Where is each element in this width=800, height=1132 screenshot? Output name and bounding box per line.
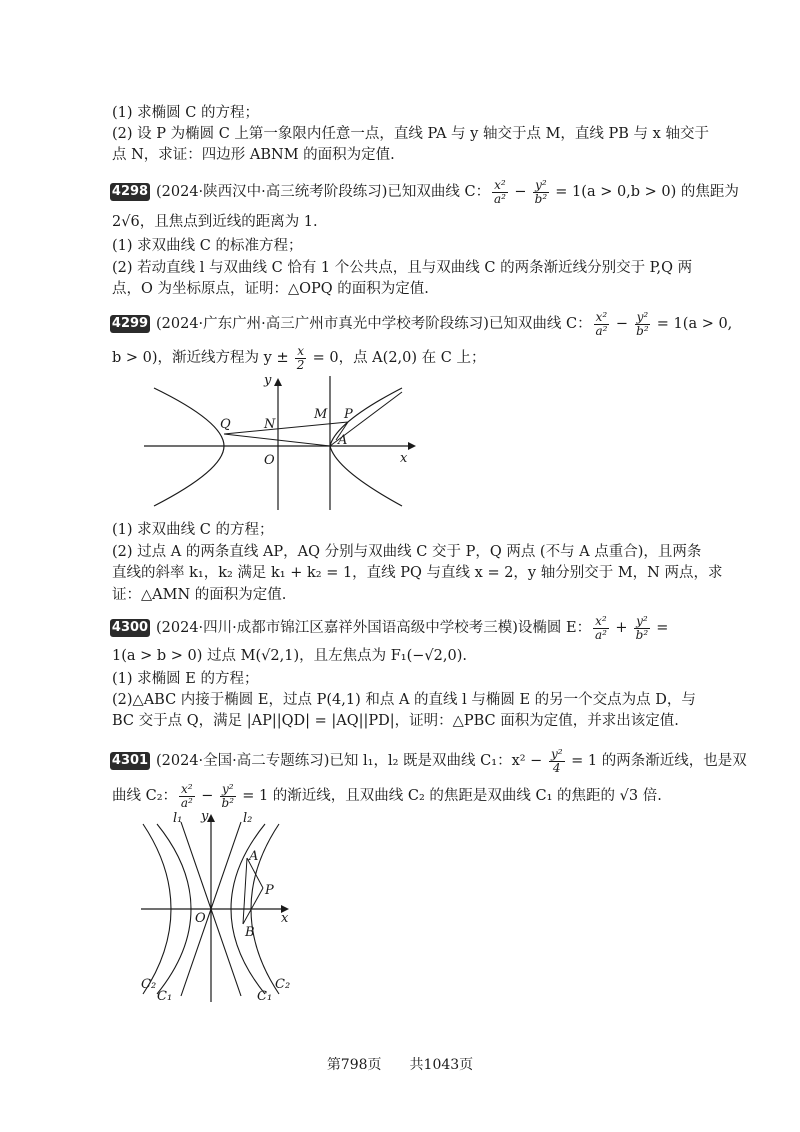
fraction: $\frac{\text{x²}}{\text{a²}}$ [594,613,607,642]
label-p: P [344,407,353,422]
label-o: O [195,911,206,926]
label-q: Q [220,417,231,432]
problem-4298-q2-line1: (2) 若动直线 l 与双曲线 C 恰有 1 个公共点，且与双曲线 C 的两条渐近线分别交于 P,Q 两 [112,260,693,276]
problem-4298-q2-line2: 点，O 为坐标原点，证明：△OPQ 的面积为定值. [112,281,429,297]
label-c1-right: C₁ [257,989,273,1004]
intro-q1: (1) 求椭圆 C 的方程； [112,105,259,121]
problem-4298-line2: 2√6，且焦点到近线的距离为 1. [112,214,318,230]
problem-4299-q2-line3: 证：△AMN 的面积为定值. [112,587,287,603]
asymptote-figure-4301 [135,806,305,1006]
label-x: x [400,451,408,466]
label-b: B [245,925,255,940]
segment-a-b [243,858,247,924]
page-footer: 第798页 共1043页 [326,1057,474,1073]
segment-p-b [243,888,263,924]
problem-4300-q2-line1: (2)△ABC 内接于椭圆 E，过点 P(4,1) 和点 A 的直线 l 与椭圆 E 的另一个交点为点 D，与 [112,692,696,708]
label-y: y [201,809,209,824]
label-c1-left: C₁ [157,989,173,1004]
problem-4299-q2-line2: 直线的斜率 k₁，k₂ 满足 k₁ + k₂ = 1，直线 PQ 与直线 x = 2，y 轴分别交于 M，N 两点，求 [112,565,723,581]
fraction: $\frac{\text{y²}}{\text{b²}}$ [534,177,548,206]
problem-4300-line2: 1(a > b > 0) 过点 M(√2,1)，且左焦点为 F₁(−√2,0). [112,648,467,664]
label-a: A [338,433,348,448]
hyperbola-figure-4299 [140,372,420,512]
problem-4301-statement: (2024·全国·高二专题练习)已知 l₁，l₂ 既是双曲线 C₁：x² − $\frac{\text{y²}}{4}$ = 1 的两条渐近线，也是双 [156,746,747,775]
x-axis-arrow [408,442,416,450]
label-o: O [264,453,275,468]
label-m: M [314,407,328,422]
fraction: $\frac{\text{y²}}{4}$ [550,746,563,775]
problem-4301-line2: 曲线 C₂： $\frac{\text{x²}}{\text{a²}}$ − $\frac{\text{y²}}{\text{b²}}$ = 1 的渐近线，且双曲线 C₂ 的焦距是双曲线 C₁ 的焦距的 √3 倍. [112,781,662,810]
fraction: $\frac{\text{y²}}{\text{b²}}$ [221,781,235,810]
label-a: A [249,849,259,864]
intro-q2-line2: 点 N，求证：四边形 ABNM 的面积为定值. [112,147,395,163]
fraction: $\frac{\text{x²}}{\text{a²}}$ [180,781,193,810]
problem-4298-q1: (1) 求双曲线 C 的标准方程； [112,238,303,254]
problem-number-badge: 4300 [111,620,149,635]
problem-4300-q1: (1) 求椭圆 E 的方程； [112,671,259,687]
problem-4299-statement: (2024·广东广州·高三广州市真光中学校考阶段练习)已知双曲线 C： $\frac{\text{x²}}{\text{a²}}$ − $\frac{\text{y²}}{\text{b²}}$ = 1(a > 0, [156,309,733,338]
y-axis-arrow [274,378,282,386]
problem-4299-q2-line1: (2) 过点 A 的两条直线 AP，AQ 分别与双曲线 C 交于 P，Q 两点 (不与 A 点重合)，且两条 [112,544,702,560]
label-c2-right: C₂ [275,977,291,992]
problem-number-badge: 4298 [111,184,149,199]
label-l1: l₁ [173,811,183,826]
problem-number-badge: 4299 [111,316,149,331]
label-y: y [264,373,272,388]
label-n: N [264,417,276,432]
problem-4298-statement: (2024·陕西汉中·高三统考阶段练习)已知双曲线 C： $\frac{\text{x²}}{\text{a²}}$ − $\frac{\text{y²}}{\text{b²}}$ = 1(a > 0,b > 0) 的焦距为 [156,177,739,206]
left-branch [154,388,224,506]
label-c2-left: C₂ [141,977,157,992]
fraction: $\frac{\text{y²}}{\text{b²}}$ [636,309,649,338]
line-aq [224,434,330,446]
problem-4299-q1: (1) 求双曲线 C 的方程； [112,522,274,538]
intro-q2-line1: (2) 设 P 为椭圆 C 上第一象限内任意一点，直线 PA 与 y 轴交于点 M，直线 PB 与 x 轴交于 [112,126,709,142]
fraction: $\frac{\text{x²}}{\text{a²}}$ [595,309,608,338]
label-p: P [265,883,274,898]
problem-4299-line2: b > 0)，渐近线方程为 y ± $\frac{x}{2}$ = 0，点 A(2,0) 在 C 上； [112,343,486,372]
fraction: $\frac{\text{x²}}{\text{a²}}$ [493,177,506,206]
fraction: $\frac{x}{2}$ [296,343,305,372]
fraction: $\frac{\text{y²}}{\text{b²}}$ [635,613,649,642]
label-x: x [281,911,289,926]
problem-4300-q2-line2: BC 交于点 Q，满足 |AP||QD| = |AQ||PD|，证明：△PBC 面积为定值，并求出该定值. [112,713,679,729]
problem-4300-statement: (2024·四川·成都市锦江区嘉祥外国语高级中学校考三模)设椭圆 E： $\frac{\text{x²}}{\text{a²}}$ + $\frac{\text{y²}}{\text{b²}}$ = [156,613,669,642]
label-l2: l₂ [243,811,253,826]
problem-number-badge: 4301 [111,753,149,768]
